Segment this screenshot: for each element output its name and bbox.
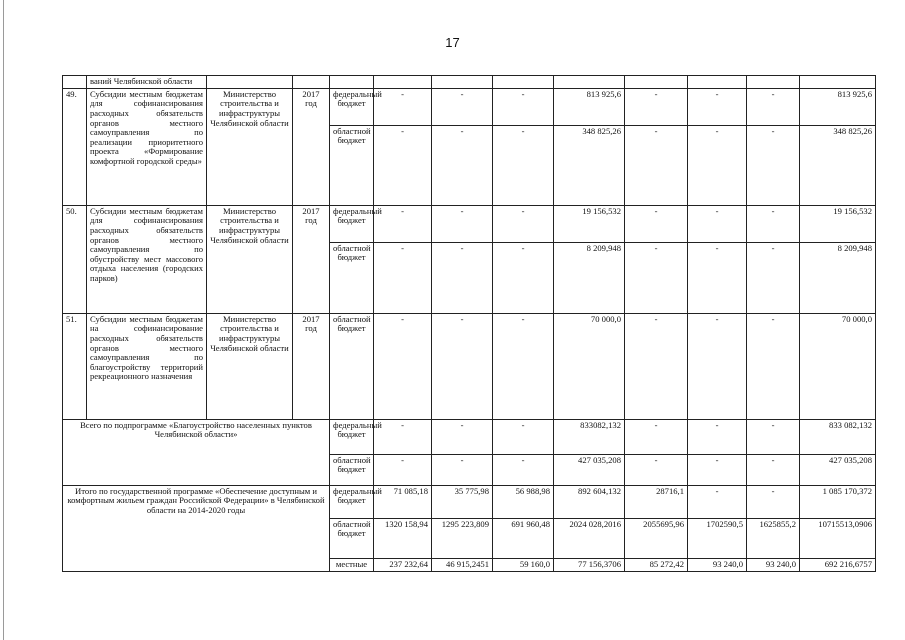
- value-cell: -: [374, 205, 432, 242]
- budget-table: [62, 75, 876, 572]
- table-cell: [293, 76, 330, 89]
- activity-name: [87, 313, 207, 419]
- total-value-cell: 1 085 170,372: [800, 485, 876, 518]
- value-cell: -: [688, 419, 747, 454]
- value-cell: 46 915,2451: [432, 558, 493, 571]
- row-number: 50.: [63, 205, 87, 313]
- value-cell: 59 160,0: [493, 558, 554, 571]
- table-cell: [374, 76, 432, 89]
- funding-source: областной бюджет: [330, 313, 374, 419]
- period-year: 2017 год: [293, 88, 330, 205]
- grand-total-row: [63, 485, 876, 518]
- value-cell: -: [747, 125, 800, 205]
- value-cell: 85 272,42: [625, 558, 688, 571]
- funding-source: областной бюджет: [330, 454, 374, 485]
- value-cell: -: [374, 313, 432, 419]
- funding-source: местные: [330, 558, 374, 571]
- responsible-org: Министерство строительства и инфраструктуры Челябинской области: [207, 313, 293, 419]
- value-cell: -: [688, 454, 747, 485]
- total-value-cell: 813 925,6: [800, 88, 876, 125]
- value-cell: -: [374, 454, 432, 485]
- value-cell: -: [688, 125, 747, 205]
- value-cell: -: [747, 419, 800, 454]
- total-value-cell: 833 082,132: [800, 419, 876, 454]
- value-cell: -: [747, 454, 800, 485]
- value-cell: 1295 223,809: [432, 518, 493, 558]
- table-cell: [747, 76, 800, 89]
- table-cell: [432, 76, 493, 89]
- value-cell: 1320 158,94: [374, 518, 432, 558]
- total-value-cell: 10715513,0906: [800, 518, 876, 558]
- top-fragment-label: ваний Челябинской области: [90, 76, 193, 86]
- activity-name-text: Субсидии местным бюджетам на софинансирование расходных обязательств органов местного самоуправления по благоустройству территорий рекреационного назначения: [90, 313, 203, 382]
- value-cell: 35 775,98: [432, 485, 493, 518]
- row-number: 51.: [63, 313, 87, 419]
- funding-source: областной бюджет: [330, 242, 374, 313]
- value-cell: 691 960,48: [493, 518, 554, 558]
- value-cell: -: [493, 205, 554, 242]
- period-year: 2017 год: [293, 205, 330, 313]
- funding-source: федеральный бюджет: [330, 205, 374, 242]
- table-cell: [493, 76, 554, 89]
- value-cell: 427 035,208: [554, 454, 625, 485]
- value-cell: -: [493, 419, 554, 454]
- value-cell: -: [374, 242, 432, 313]
- value-cell: -: [493, 454, 554, 485]
- funding-source: областной бюджет: [330, 518, 374, 558]
- value-cell: -: [747, 88, 800, 125]
- table-cell: [63, 76, 87, 89]
- value-cell: 93 240,0: [688, 558, 747, 571]
- value-cell: 19 156,532: [554, 205, 625, 242]
- total-value-cell: 427 035,208: [800, 454, 876, 485]
- table-row: [63, 205, 876, 242]
- grand-total-label: Итого по государственной программе «Обеспечение доступным и комфортным жильем граждан Российской Федерации» в Челябинской области на 2014-2020 годы: [63, 485, 330, 571]
- table-cell: [800, 76, 876, 89]
- value-cell: 1702590,5: [688, 518, 747, 558]
- row-number: 49.: [63, 88, 87, 205]
- table-cell: [330, 76, 374, 89]
- value-cell: -: [747, 205, 800, 242]
- value-cell: 28716,1: [625, 485, 688, 518]
- total-value-cell: 70 000,0: [800, 313, 876, 419]
- value-cell: -: [432, 419, 493, 454]
- activity-name: [87, 205, 207, 313]
- total-value-cell: 19 156,532: [800, 205, 876, 242]
- value-cell: -: [432, 313, 493, 419]
- total-value-cell: 692 216,6757: [800, 558, 876, 571]
- value-cell: 56 988,98: [493, 485, 554, 518]
- table-body: [63, 76, 876, 572]
- table-cell: [554, 76, 625, 89]
- value-cell: 1625855,2: [747, 518, 800, 558]
- value-cell: -: [374, 419, 432, 454]
- value-cell: -: [625, 242, 688, 313]
- subtotal-label: Всего по подпрограмме «Благоустройство населенных пунктов Челябинской области»: [63, 419, 330, 485]
- value-cell: 348 825,26: [554, 125, 625, 205]
- value-cell: -: [625, 88, 688, 125]
- value-cell: 892 604,132: [554, 485, 625, 518]
- table-cell: [207, 76, 293, 89]
- value-cell: 833082,132: [554, 419, 625, 454]
- subtotal-row: [63, 419, 876, 454]
- value-cell: -: [432, 454, 493, 485]
- table-cell: [688, 76, 747, 89]
- value-cell: 93 240,0: [747, 558, 800, 571]
- value-cell: -: [747, 485, 800, 518]
- table-row: [63, 88, 876, 125]
- value-cell: -: [493, 125, 554, 205]
- value-cell: -: [374, 125, 432, 205]
- period-year: 2017 год: [293, 313, 330, 419]
- value-cell: 2055695,96: [625, 518, 688, 558]
- funding-source: федеральный бюджет: [330, 88, 374, 125]
- value-cell: -: [432, 242, 493, 313]
- value-cell: -: [625, 454, 688, 485]
- value-cell: -: [688, 205, 747, 242]
- total-value-cell: 348 825,26: [800, 125, 876, 205]
- value-cell: 813 925,6: [554, 88, 625, 125]
- value-cell: 70 000,0: [554, 313, 625, 419]
- total-value-cell: 8 209,948: [800, 242, 876, 313]
- page-number: 17: [445, 35, 460, 50]
- value-cell: -: [688, 485, 747, 518]
- value-cell: -: [747, 242, 800, 313]
- value-cell: 71 085,18: [374, 485, 432, 518]
- value-cell: -: [688, 88, 747, 125]
- value-cell: -: [688, 313, 747, 419]
- activity-name-text: Субсидии местным бюджетам для софинансирования расходных обязательств органов местного самоуправления по реализации приоритетного проекта «Формирование комфортной городской среды»: [90, 88, 203, 166]
- value-cell: -: [625, 419, 688, 454]
- value-cell: -: [432, 88, 493, 125]
- funding-source: областной бюджет: [330, 125, 374, 205]
- table-cell: [625, 76, 688, 89]
- activity-name: [87, 88, 207, 205]
- value-cell: -: [625, 125, 688, 205]
- value-cell: -: [747, 313, 800, 419]
- value-cell: 237 232,64: [374, 558, 432, 571]
- value-cell: -: [374, 88, 432, 125]
- value-cell: -: [625, 313, 688, 419]
- responsible-org: Министерство строительства и инфраструктуры Челябинской области: [207, 88, 293, 205]
- activity-name-text: Субсидии местным бюджетам для софинансирования расходных обязательств органов местного самоуправления по обустройству мест массового отдыха населения (городских парков): [90, 205, 203, 283]
- page-margin-line: [3, 0, 4, 640]
- value-cell: -: [493, 313, 554, 419]
- value-cell: -: [432, 125, 493, 205]
- value-cell: -: [432, 205, 493, 242]
- value-cell: 77 156,3706: [554, 558, 625, 571]
- value-cell: -: [688, 242, 747, 313]
- table-row: [63, 76, 876, 89]
- value-cell: -: [625, 205, 688, 242]
- funding-source: федеральный бюджет: [330, 485, 374, 518]
- responsible-org: Министерство строительства и инфраструктуры Челябинской области: [207, 205, 293, 313]
- top-fragment-text: [87, 76, 207, 89]
- table-row: [63, 313, 876, 419]
- value-cell: 8 209,948: [554, 242, 625, 313]
- value-cell: -: [493, 88, 554, 125]
- value-cell: 2024 028,2016: [554, 518, 625, 558]
- value-cell: -: [493, 242, 554, 313]
- funding-source: федеральный бюджет: [330, 419, 374, 454]
